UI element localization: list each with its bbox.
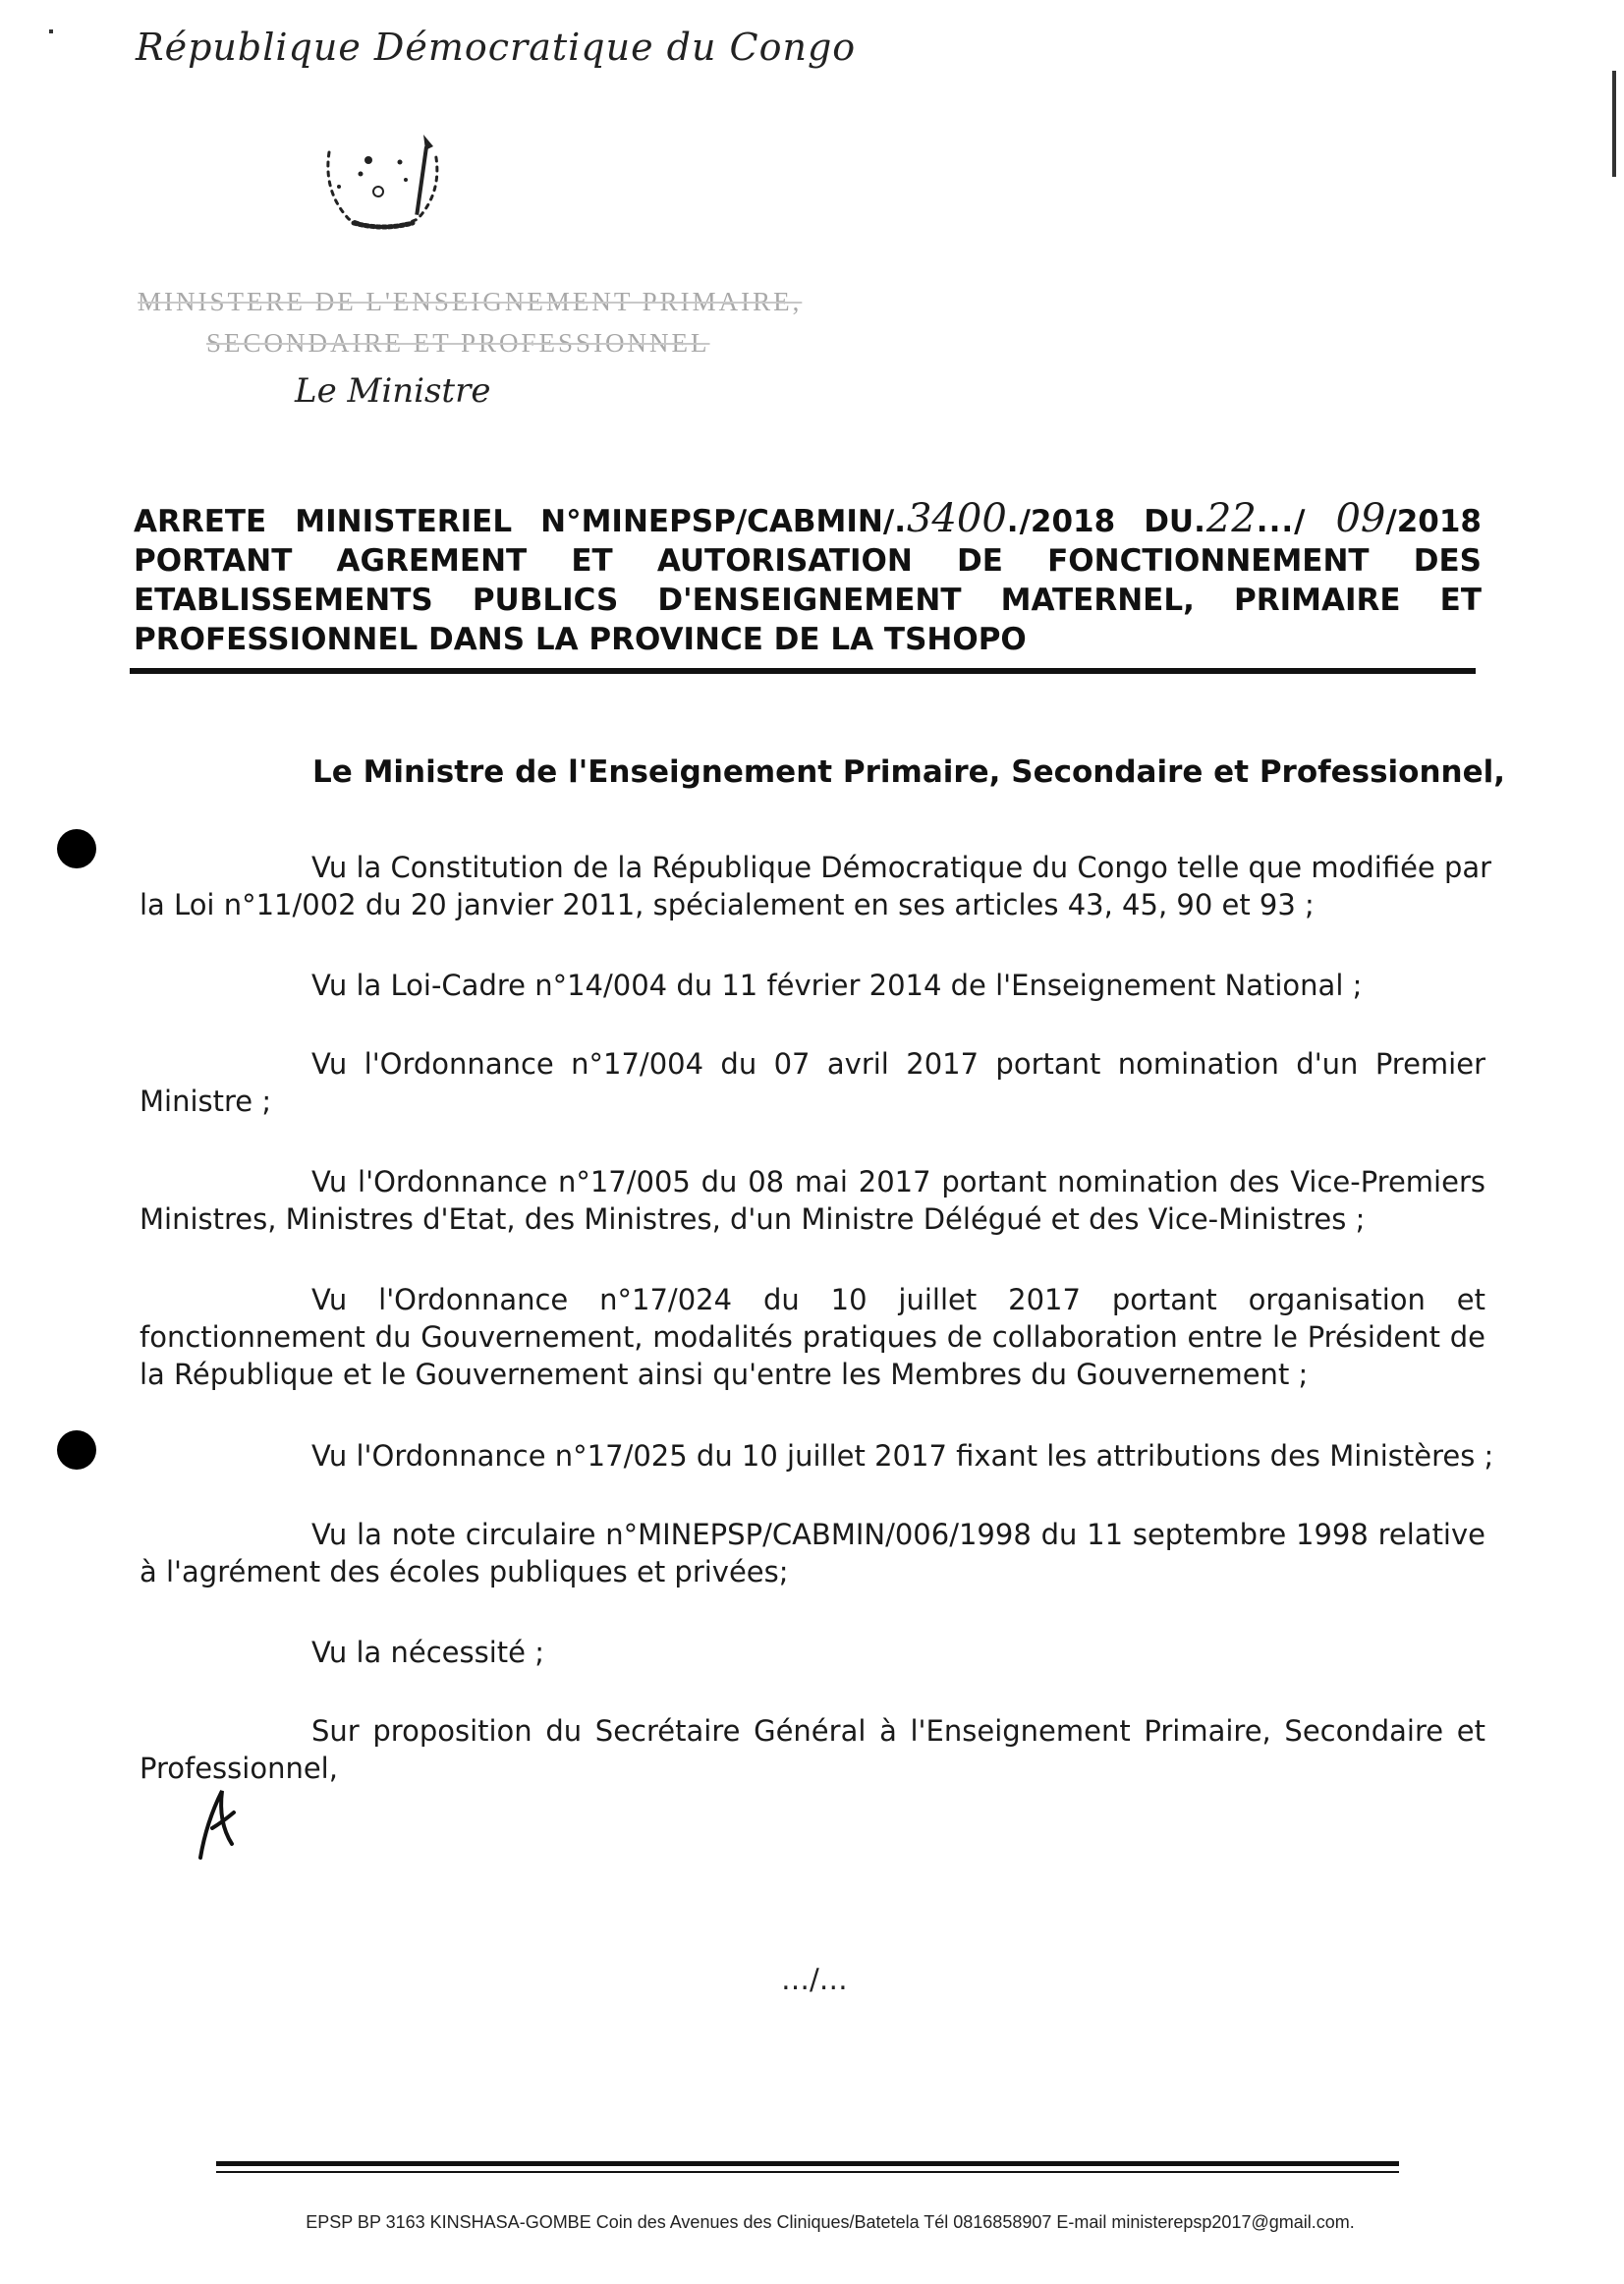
ministry-name-line-2: SECONDAIRE ET PROFESSIONNEL: [206, 328, 710, 358]
paragraph-ordonnance-17-024: Vu l'Ordonnance n°17/024 du 10 juillet 2017 portant organisation et fonctionnement du Gouvernement, modalités pratiques de collaboration entre le Président de la République et le Gouvernement ainsi qu'entre les Membres du Gouvernement ;: [140, 1283, 1485, 1391]
paragraph-ordonnance-17-004: Vu l'Ordonnance n°17/004 du 07 avril 2017 portant nomination d'un Premier Ministre ;: [140, 1047, 1485, 1118]
corner-mark: [49, 29, 53, 33]
decree-month-handwritten: 09: [1335, 496, 1386, 541]
paraph-mark-icon: [193, 1783, 252, 1862]
footer-address: EPSP BP 3163 KINSHASA-GOMBE Coin des Avenues des Cliniques/Batetela Tél 0816858907 E-mail ministerepsp2017@gmail.com.: [306, 2212, 1355, 2232]
footer-rule: [216, 2161, 1399, 2166]
title-line-4: PROFESSIONNEL DANS LA PROVINCE DE LA TSHOPO: [134, 622, 1027, 657]
continuation-mark: …/…: [781, 1963, 848, 1996]
paragraph-note-circulaire: Vu la note circulaire n°MINEPSP/CABMIN/006/1998 du 11 septembre 1998 relative à l'agrément des écoles publiques et privées;: [140, 1518, 1485, 1588]
decree-title: [134, 496, 1482, 659]
paragraph-ordonnance-17-025: Vu l'Ordonnance n°17/025 du 10 juillet 2017 fixant les attributions des Ministères ;: [311, 1439, 1494, 1473]
decree-day-handwritten: 22: [1205, 496, 1257, 541]
paragraph-constitution: Vu la Constitution de la République Démocratique du Congo telle que modifiée par la Loi n°11/002 du 20 janvier 2011, spécialement en ses articles 43, 45, 90 et 93 ;: [140, 851, 1492, 921]
paragraph-loi-cadre: Vu la Loi-Cadre n°14/004 du 11 février 2014 de l'Enseignement National ;: [311, 969, 1363, 1002]
minister-signature-title: Le Ministre: [295, 371, 491, 411]
punch-hole-mark: [57, 829, 96, 868]
republic-heading: République Démocratique du Congo: [136, 26, 857, 69]
emblem-icon: [309, 133, 457, 241]
title-line-2: PORTANT AGREMENT ET AUTORISATION DE FONCTIONNEMENT DES: [134, 543, 1482, 579]
paragraph-proposition: Sur proposition du Secrétaire Général à l'Enseignement Primaire, Secondaire et Professionnel,: [140, 1714, 1485, 1785]
punch-hole-mark: [57, 1430, 96, 1470]
title-line-3: ETABLISSEMENTS PUBLICS D'ENSEIGNEMENT MATERNEL, PRIMAIRE ET: [134, 583, 1482, 618]
title-divider: [130, 668, 1476, 674]
ministry-name-line-1: MINISTERE DE L'ENSEIGNEMENT PRIMAIRE,: [138, 287, 803, 316]
scan-edge-mark: [1612, 71, 1616, 177]
paragraph-ordonnance-17-005: Vu l'Ordonnance n°17/005 du 08 mai 2017 portant nomination des Vice-Premiers Ministres, Ministres d'Etat, des Ministres, d'un Ministre Délégué et des Vice-Ministres ;: [140, 1165, 1485, 1236]
decree-number-handwritten: 3400: [906, 496, 1007, 541]
paragraph-necessite: Vu la nécessité ;: [311, 1636, 544, 1669]
title-line-1: ARRETE MINISTERIEL N°MINEPSP/CABMIN/.3400./2018 DU.22.../ 09/2018: [134, 496, 1482, 541]
footer-rule: [216, 2171, 1399, 2173]
minister-heading: Le Ministre de l'Enseignement Primaire, Secondaire et Professionnel,: [312, 754, 1506, 790]
